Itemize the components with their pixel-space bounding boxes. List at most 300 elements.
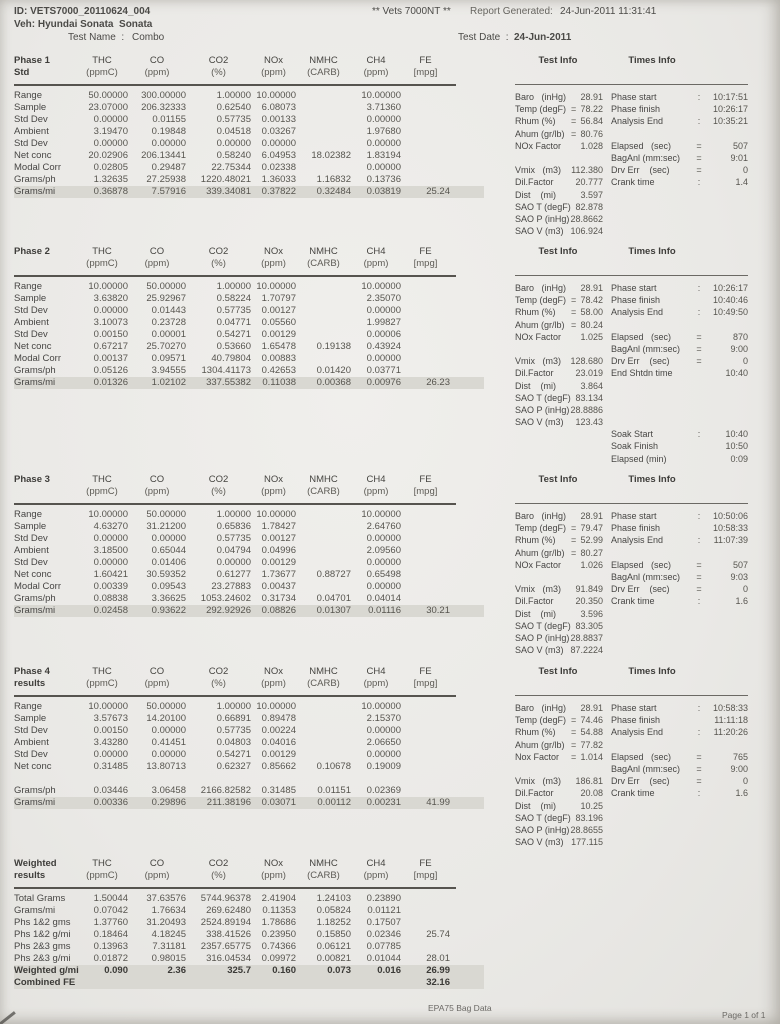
cell [401, 162, 450, 174]
cell: 0.19848 [151, 126, 186, 137]
column-header-row [14, 666, 450, 678]
cell: 0.00000 [151, 725, 186, 736]
column-unit: (ppm) [144, 67, 170, 78]
cell: 0.00437 [261, 581, 296, 592]
time-value: 9:00 [730, 343, 748, 354]
cell: 0.09972 [261, 953, 296, 964]
cell [296, 281, 351, 293]
info-row [515, 380, 748, 392]
table-row [14, 377, 484, 389]
table-row [14, 90, 450, 102]
info-row [515, 632, 748, 644]
cell: 0.54271 [216, 749, 251, 760]
equals-sign: = [571, 295, 577, 306]
info-row [515, 392, 748, 404]
cell [296, 293, 351, 305]
cell: 0.53660 [216, 341, 251, 352]
info-value: 91.849 [575, 584, 603, 595]
row-label: Range [14, 90, 42, 101]
cell: 10.00000 [88, 509, 128, 520]
info-label: Dil.Factor [515, 788, 554, 799]
scan-fold-mark [0, 1011, 16, 1024]
column-name: CO2 [208, 858, 229, 869]
cell: 0.00976 [366, 377, 401, 388]
cell: 0.00000 [216, 138, 251, 149]
cell: 0.00127 [261, 533, 296, 544]
info-label: Dist (mi) [515, 380, 556, 391]
emissions-table [14, 666, 450, 809]
cell: 0.00000 [93, 138, 128, 149]
info-row [515, 213, 748, 225]
table-row [14, 114, 450, 126]
equals-sign: = [571, 116, 577, 127]
time-value: 10:26:17 [712, 104, 748, 115]
separator: : [697, 116, 701, 127]
column-name: NMHC [309, 246, 338, 257]
cell: 1.32635 [93, 174, 128, 185]
cell: 10.00000 [361, 90, 401, 101]
cell: 22.75344 [211, 162, 251, 173]
time-label: Crank time [611, 596, 655, 607]
cell: 2.15370 [366, 713, 401, 724]
cell: 0.08838 [93, 593, 128, 604]
cell: 3.06458 [151, 785, 186, 796]
cell: 5744.96378 [200, 893, 251, 904]
info-label: Temp (degF) [515, 104, 567, 115]
time-label: Analysis End [611, 116, 664, 127]
time-value: 765 [732, 751, 748, 762]
vehicle-name: Veh: Hyundai Sonata Sonata [14, 19, 153, 30]
cell: 1.00000 [216, 90, 251, 101]
cell: 50.00000 [146, 509, 186, 520]
footer-page-number: Page 1 of 1 [722, 1010, 766, 1020]
cell: 1.65478 [261, 341, 296, 352]
info-rule [515, 84, 748, 85]
phase-subtitle: results [14, 870, 46, 881]
row-label: Sample [14, 713, 47, 724]
row-label: Std Dev [14, 329, 48, 340]
column-name: NMHC [309, 474, 338, 485]
cell: 2.09560 [366, 545, 401, 556]
report-generated-label: Report Generated: [470, 6, 553, 17]
info-value: 78.22 [580, 104, 603, 115]
info-label: Temp (degF) [515, 295, 567, 306]
cell: 25.24 [426, 186, 450, 197]
cell [128, 977, 186, 989]
info-row [515, 836, 748, 848]
cell [401, 174, 450, 186]
cell: 10.00000 [361, 701, 401, 712]
table-row [14, 893, 450, 905]
time-value: 9:01 [730, 152, 748, 163]
row-label: Net conc [14, 150, 52, 161]
row-label: Grams/ph [14, 785, 56, 796]
cell: 1.60421 [93, 569, 128, 580]
info-value: 123.43 [575, 417, 603, 428]
cell [296, 353, 351, 365]
column-unit: [mpg] [413, 67, 438, 78]
table-row [14, 749, 450, 761]
info-label: SAO V (m3) [515, 645, 564, 656]
info-label: Rhum (%) [515, 116, 556, 127]
time-value: 507 [732, 559, 748, 570]
time-label: Elapsed (sec) [611, 559, 672, 570]
row-label: Grams/ph [14, 365, 56, 376]
cell [296, 138, 351, 150]
row-label: Ambient [14, 545, 49, 556]
info-label: NOx Factor [515, 140, 562, 151]
cell: 10.00000 [361, 281, 401, 292]
table-row [14, 545, 450, 557]
row-label: Ambient [14, 317, 49, 328]
cell: 0.00006 [366, 329, 401, 340]
cell: 10.00000 [256, 701, 296, 712]
report-title: ** Vets 7000NT ** [372, 6, 451, 17]
info-label: SAO P (inHg) [515, 213, 570, 224]
row-label: Range [14, 281, 42, 292]
column-units-row [14, 258, 450, 270]
row-label: Std Dev [14, 138, 48, 149]
cell [401, 150, 450, 162]
cell: 0.13736 [366, 174, 401, 185]
cell: 1.00000 [216, 509, 251, 520]
cell: 10.00000 [88, 701, 128, 712]
phase-title: Phase 2 [14, 246, 50, 257]
info-label: Temp (degF) [515, 523, 567, 534]
cell: 0.03267 [261, 126, 296, 137]
cell: 25.92967 [146, 293, 186, 304]
table-row [14, 317, 450, 329]
cell: 0.62540 [216, 102, 251, 113]
cell: 0.00000 [93, 305, 128, 316]
cell: 31.20493 [146, 917, 186, 928]
row-label: Net conc [14, 341, 52, 352]
cell [186, 977, 251, 989]
info-row [515, 103, 748, 115]
table-row [14, 281, 450, 293]
row-label: Grams/mi [14, 605, 56, 616]
cell: 0.00000 [366, 138, 401, 149]
cell [401, 126, 450, 138]
info-label: SAO P (inHg) [515, 632, 570, 643]
row-label: Grams/mi [14, 377, 56, 388]
column-name: CO2 [208, 55, 229, 66]
info-value: 83.305 [575, 620, 603, 631]
column-name: NOx [264, 858, 283, 869]
equals-sign: = [571, 547, 577, 558]
cell: 206.32333 [141, 102, 186, 113]
column-name: FE [419, 55, 432, 66]
info-body [515, 282, 748, 465]
cell [401, 785, 450, 797]
cell: 0.11038 [262, 377, 296, 388]
info-label: Rhum (%) [515, 727, 556, 738]
info-value: 79.47 [580, 523, 603, 534]
separator: = [696, 559, 702, 570]
info-value: 52.99 [580, 535, 603, 546]
info-label: Nox Factor [515, 751, 560, 762]
cell: 0.00000 [93, 557, 128, 568]
row-label: Grams/ph [14, 593, 56, 604]
column-name: CH4 [366, 666, 386, 677]
cell: 0.23728 [151, 317, 186, 328]
info-label: Baro (inHg) [515, 283, 567, 293]
info-label: Dist (mi) [515, 800, 556, 811]
separator: = [696, 140, 702, 151]
time-label: Elapsed (sec) [611, 331, 672, 342]
cell [401, 90, 450, 102]
cell: 0.01121 [367, 905, 401, 916]
row-label: Net conc [14, 569, 52, 580]
info-row [515, 522, 748, 534]
cell [401, 545, 450, 557]
cell: 0.073 [327, 965, 351, 976]
cell: 7.57916 [151, 186, 186, 197]
table-body [14, 281, 450, 389]
separator: = [696, 584, 702, 595]
phase-subtitle [14, 258, 76, 270]
table-row [14, 186, 484, 198]
time-value: 1.4 [735, 177, 748, 188]
cell: 0.00129 [261, 749, 296, 760]
cell: 0.00000 [366, 114, 401, 125]
row-label: Std Dev [14, 725, 48, 736]
cell: 0.05824 [316, 905, 351, 916]
cell: 0.00150 [93, 725, 128, 736]
cell [401, 749, 450, 761]
column-unit: (ppmC) [86, 67, 118, 78]
time-label: Phase finish [611, 295, 661, 306]
info-value: 28.8655 [570, 824, 603, 835]
times-info-heading: Times Info [628, 55, 676, 66]
phase-section [14, 246, 766, 464]
column-unit: (%) [211, 258, 226, 269]
table-row [14, 941, 450, 953]
column-name: THC [92, 666, 112, 677]
cell: 269.62480 [206, 905, 251, 916]
info-label: Vmix (m3) [515, 165, 561, 176]
column-unit: (ppmC) [86, 258, 118, 269]
cell: 32.16 [426, 977, 450, 988]
time-label: Soak Start [611, 429, 654, 440]
equals-sign: = [571, 751, 577, 762]
cell: 10.00000 [256, 90, 296, 101]
cell [401, 761, 450, 773]
info-label: Vmix (m3) [515, 356, 561, 367]
cell: 14.20100 [146, 713, 186, 724]
time-label: Phase start [611, 283, 657, 293]
time-label: Soak Finish [611, 441, 659, 452]
cell: 0.62327 [216, 761, 251, 772]
cell [296, 126, 351, 138]
cell: 50.00000 [146, 281, 186, 292]
time-label: Drv Err (sec) [611, 165, 670, 176]
cell: 0.65044 [151, 545, 186, 556]
cell: 211.38196 [206, 797, 251, 808]
time-value: 10:40 [725, 368, 748, 379]
info-value: 112.380 [571, 165, 603, 176]
column-unit: [mpg] [413, 258, 438, 269]
column-unit: (%) [211, 486, 226, 497]
test-name-value: Combo [132, 32, 165, 43]
phase-subtitle [14, 486, 76, 498]
time-value: 0:09 [730, 453, 748, 464]
column-unit: (ppm) [363, 258, 389, 269]
cell: 0.00000 [93, 749, 128, 760]
cell: 2166.82582 [200, 785, 251, 796]
info-value: 186.81 [575, 776, 603, 787]
phase-title: Weighted [14, 858, 57, 869]
info-value: 177.115 [571, 837, 603, 848]
row-label: Phs 1&2 gms [14, 917, 71, 928]
table-row [14, 929, 450, 941]
cell: 10.00000 [361, 509, 401, 520]
column-unit: (ppm) [261, 678, 286, 689]
info-value: 1.025 [580, 331, 603, 342]
cell: 0.57735 [216, 305, 251, 316]
cell: 0.00000 [366, 533, 401, 544]
row-label: Grams/mi [14, 905, 56, 916]
cell: 18.02382 [311, 150, 351, 161]
row-label: Modal Corr [14, 353, 61, 364]
row-label: Grams/ph [14, 174, 56, 185]
info-value: 128.680 [570, 356, 603, 367]
cell: 0.09543 [151, 581, 186, 592]
cell: 0.04803 [216, 737, 251, 748]
cell: 0.88727 [316, 569, 351, 580]
column-unit: (CARB) [307, 870, 340, 881]
info-body [515, 91, 748, 237]
cell: 0.02346 [366, 929, 401, 940]
time-value: 11:11:18 [714, 715, 748, 726]
info-row [515, 128, 748, 140]
info-row [515, 319, 748, 331]
cell: 0.00137 [93, 353, 128, 364]
time-label: Phase start [611, 703, 657, 713]
times-info-heading: Times Info [628, 246, 676, 257]
cell [401, 773, 450, 785]
time-value: 10:58:33 [712, 703, 748, 713]
cell: 0.02805 [93, 162, 128, 173]
cell [351, 773, 401, 785]
info-row [515, 812, 748, 824]
cell: 1.50044 [93, 893, 128, 904]
cell: 23.07000 [88, 102, 128, 113]
column-unit: (ppm) [363, 870, 389, 881]
cell: 0.31485 [93, 761, 128, 772]
info-value: 28.91 [580, 92, 603, 102]
cell [401, 365, 450, 377]
cell: 0.05560 [261, 317, 296, 328]
info-value: 56.84 [580, 116, 603, 127]
cell [296, 533, 351, 545]
table-row [14, 174, 450, 186]
cell: 0.04794 [216, 545, 251, 556]
info-row [515, 140, 748, 152]
cell: 0.00000 [261, 138, 296, 149]
column-name: THC [92, 474, 112, 485]
row-label: Modal Corr [14, 581, 61, 592]
cell: 0.08826 [261, 605, 296, 616]
cell: 325.7 [227, 965, 251, 976]
cell: 1.73677 [261, 569, 296, 580]
row-label: Total Grams [14, 893, 66, 904]
cell: 0.00000 [151, 533, 186, 544]
cell: 316.04534 [206, 953, 251, 964]
column-name: CO [149, 55, 165, 66]
cell: 339.34081 [206, 186, 251, 197]
cell: 3.18500 [93, 545, 128, 556]
time-label: BagAnl (mm:sec) [611, 763, 681, 774]
separator: : [697, 788, 701, 799]
equals-sign: = [571, 128, 577, 139]
info-label: SAO P (inHg) [515, 404, 570, 415]
cell: 1.00000 [216, 281, 251, 292]
row-label: Phs 2&3 g/mi [14, 953, 71, 964]
table-row [14, 977, 484, 989]
separator: : [697, 177, 701, 188]
time-value: 10:50:06 [712, 511, 748, 521]
info-value: 20.350 [575, 596, 603, 607]
time-value: 507 [732, 140, 748, 151]
cell: 0.07785 [366, 941, 401, 952]
cell: 0.41451 [151, 737, 186, 748]
cell: 1304.41173 [201, 365, 251, 376]
info-value: 23.019 [575, 368, 603, 379]
footer-center-text: EPA75 Bag Data [428, 1003, 492, 1013]
phase-section [14, 474, 766, 656]
info-value: 80.24 [580, 319, 603, 330]
cell: 4.63270 [93, 521, 128, 532]
cell: 30.59352 [146, 569, 186, 580]
info-row [515, 608, 748, 620]
cell: 2.64760 [366, 521, 401, 532]
row-label: Phs 2&3 gms [14, 941, 71, 952]
cell: 0.00224 [261, 725, 296, 736]
cell [296, 162, 351, 174]
emissions-table [14, 474, 450, 617]
info-row [515, 225, 748, 237]
separator: = [696, 356, 702, 367]
table-row [14, 701, 450, 713]
info-row [515, 416, 748, 428]
table-row [14, 365, 450, 377]
info-row [515, 331, 748, 343]
column-name: CO2 [208, 246, 229, 257]
info-row [515, 583, 748, 595]
info-value: 82.878 [575, 201, 603, 212]
info-row [515, 739, 748, 751]
info-value: 3.864 [580, 380, 603, 391]
info-value: 28.8837 [570, 632, 603, 643]
info-rule [515, 695, 748, 696]
separator: : [697, 92, 701, 102]
column-name: CO [149, 858, 165, 869]
cell: 0.18464 [93, 929, 128, 940]
column-name: THC [92, 246, 112, 257]
times-info-heading: Times Info [628, 666, 676, 677]
time-label: Phase start [611, 511, 657, 521]
cell: 0.85662 [261, 761, 296, 772]
time-label: Drv Err (sec) [611, 356, 670, 367]
time-label: End Shtdn time [611, 368, 673, 379]
cell: 2524.89194 [200, 917, 251, 928]
column-unit: (%) [211, 67, 226, 78]
cell: 41.99 [426, 797, 450, 808]
emissions-table [14, 858, 450, 989]
cell [251, 773, 296, 785]
cell: 0.61277 [216, 569, 251, 580]
